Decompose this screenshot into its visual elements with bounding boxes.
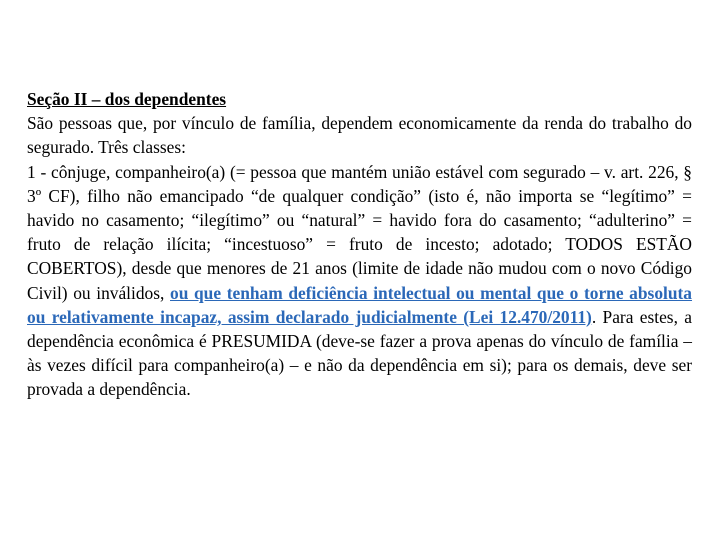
intro-paragraph (27, 111, 692, 159)
class-1-text: 1 - cônjuge, companheiro(a) (= pessoa que mantém união estável com segurado – v. art. 226, § 3º CF), filho não emancipado “de qualquer condição” (isto é, não importa se “legítimo” = havido no casamento; “ilegítimo” ou “natural” = havido fora do casamento; “adulterino” = fruto de relação ilícita; “incestuoso” = fruto de incesto; adotado; TODOS ESTÃO COBERTOS), desde que menores de 21 anos (limite de idade não mudou com o novo Código Civil) ou inválidos, (27, 161, 692, 303)
class-1-paragraph (27, 160, 692, 402)
closing-text: . Para estes, a dependência econômica é PRESUMIDA (deve-se fazer a prova apenas do vínculo de família – às vezes difícil para companheiro(a) – e não da dependência em si); para os demais, deve ser provada a dependência. (27, 306, 692, 400)
law-12470-link[interactable]: ou que tenham deficiência intelectual ou mental que o torne absoluta ou relativamente incapaz, assim declarado judicialmente (Lei 12.470/2011) (27, 282, 693, 327)
intro-text: São pessoas que, por vínculo de família, dependem economicamente da renda do trabalho do segurado. Três classes: (27, 113, 692, 158)
section-heading-line (27, 87, 692, 111)
text-block (27, 87, 692, 402)
section-heading: Seção II – dos dependentes (27, 89, 227, 109)
